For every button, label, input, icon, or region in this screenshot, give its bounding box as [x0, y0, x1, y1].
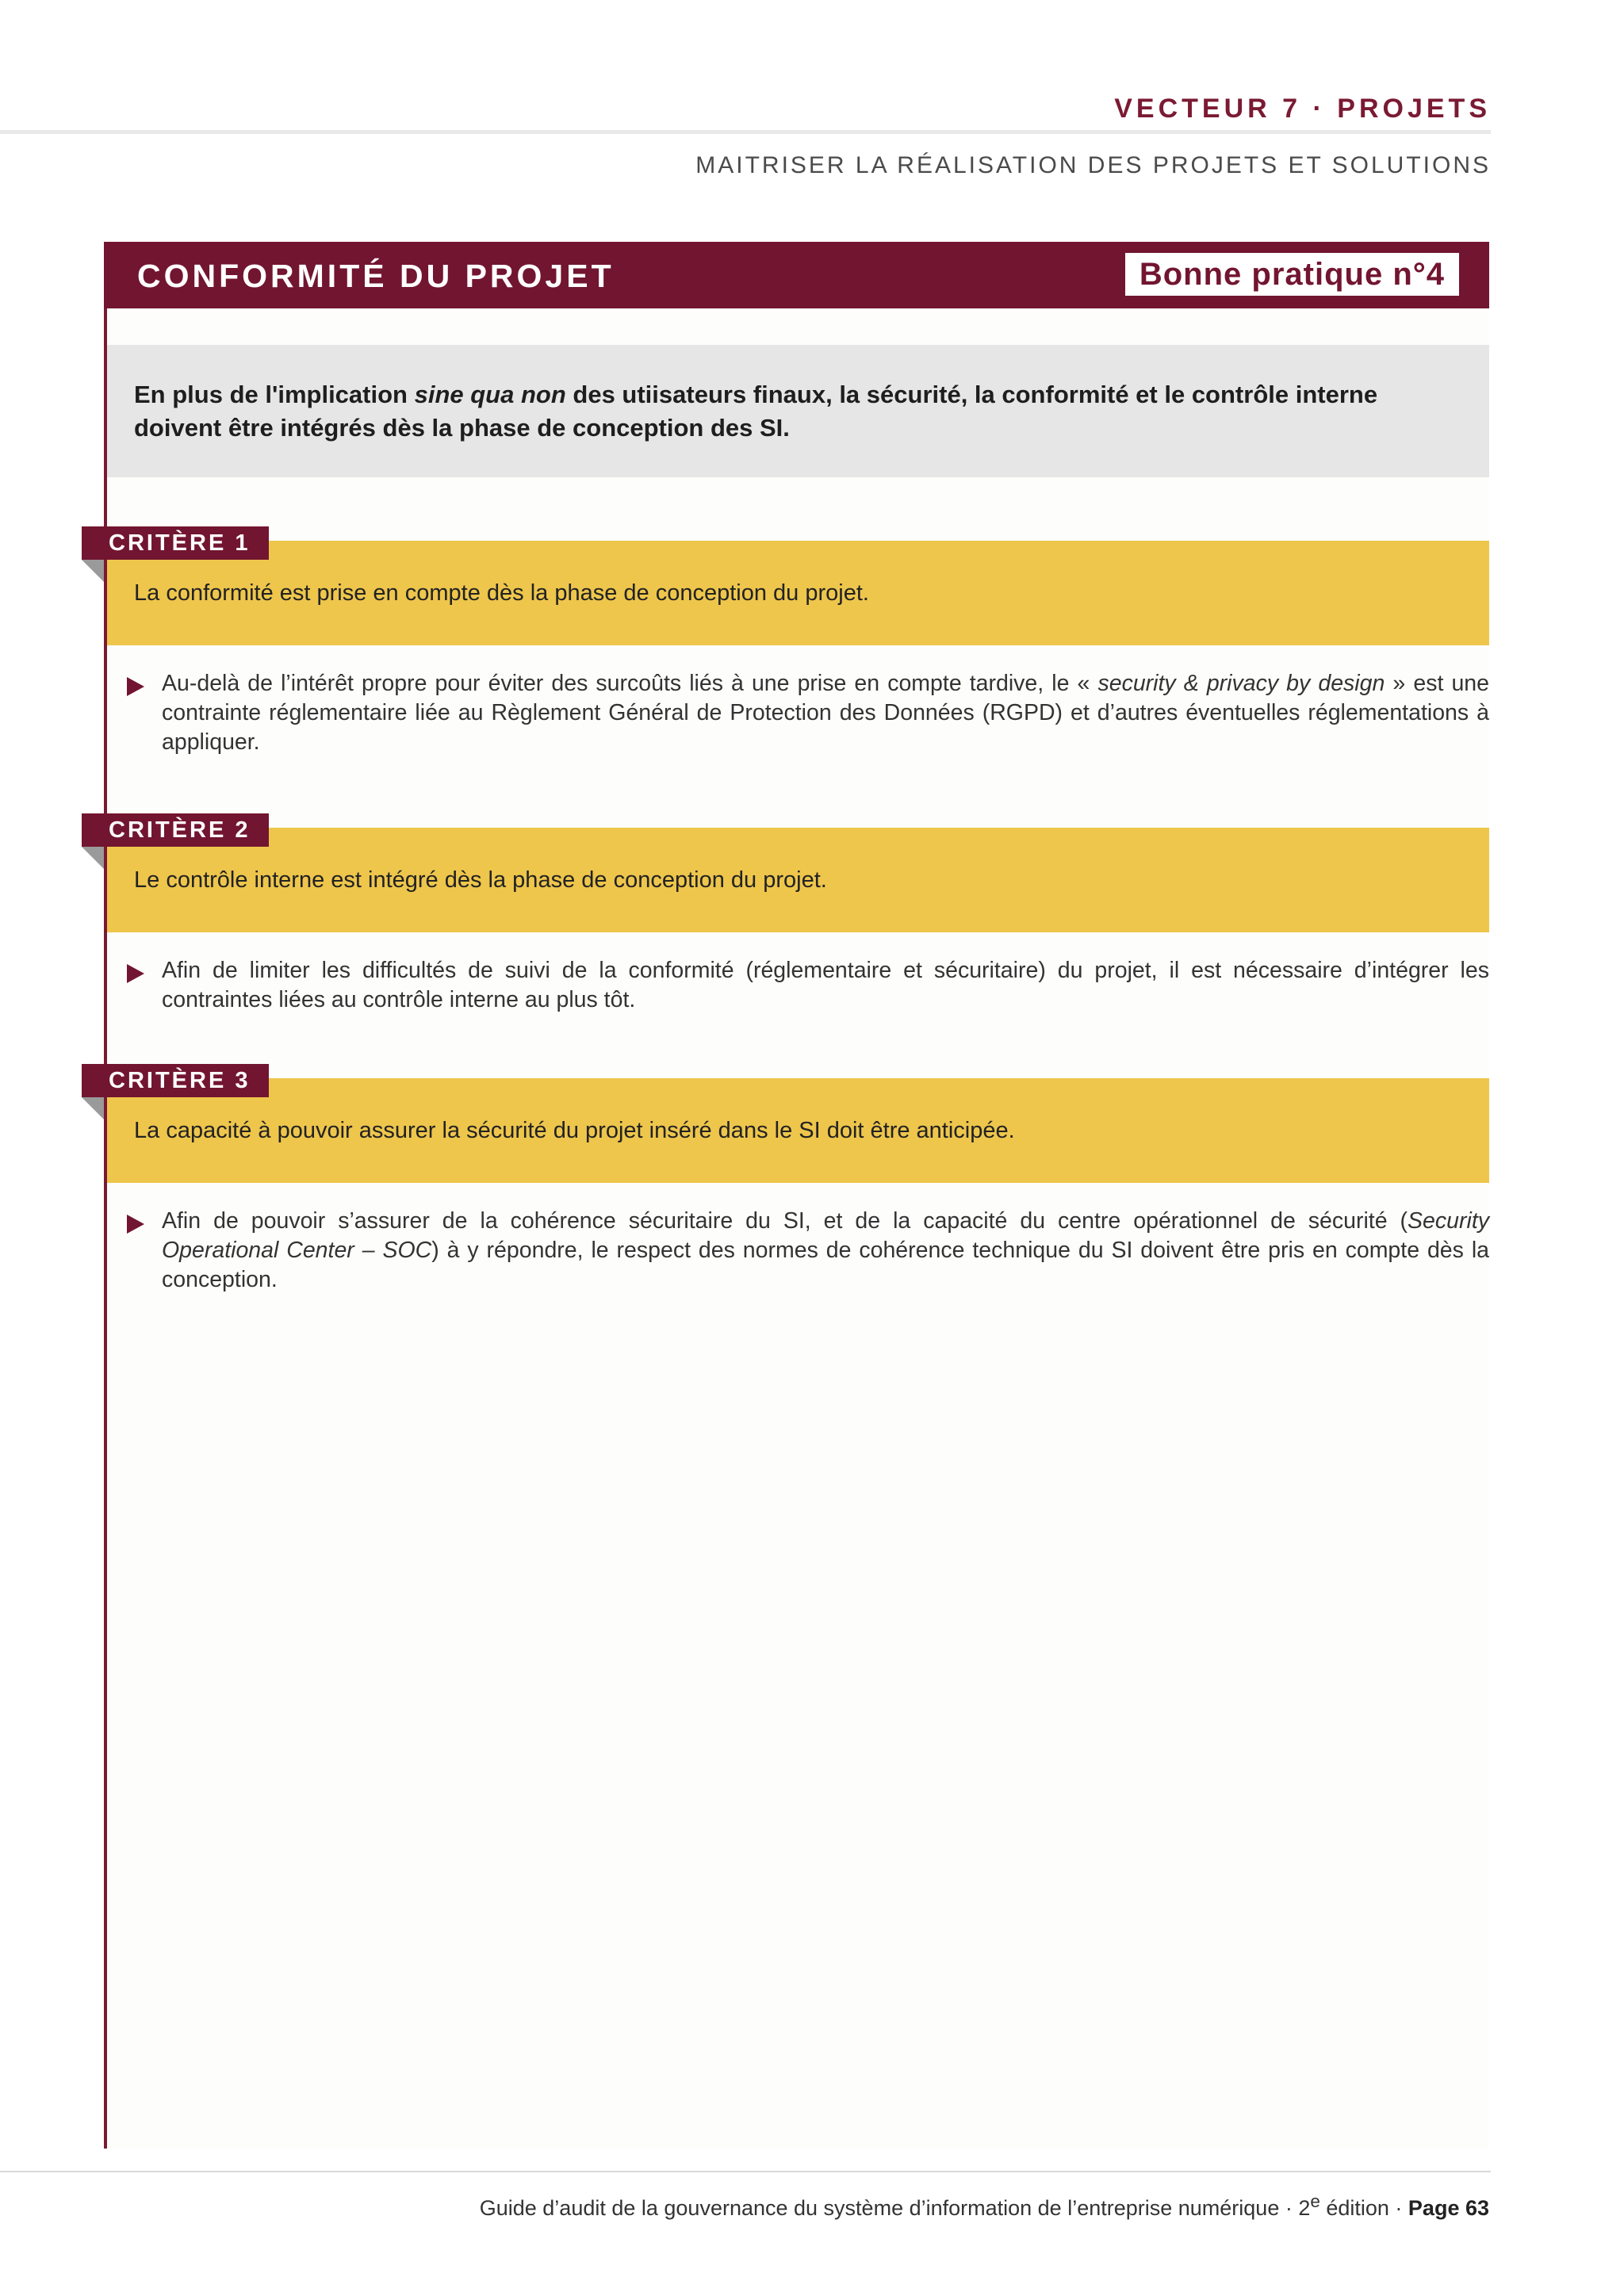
criterion-2-tag: CRITÈRE 2: [82, 813, 269, 847]
criterion-2-box: [107, 828, 1489, 932]
criterion-1-fold: [82, 560, 104, 582]
bullet-arrow-icon: [127, 1215, 144, 1234]
intro-text: En plus de l'implication sine qua non des utiisateurs finaux, la sécurité, la conformité et le contrôle interne doivent être intégrés dès la phase de conception des SI.: [134, 381, 1378, 442]
criterion-3-detail: [127, 1207, 1489, 1295]
criterion-3-detail-text: Afin de pouvoir s’assurer de la cohérence sécuritaire du SI, et de la capacité du centre opérationnel de sécurité (Security Operational Center – SOC) à y répondre, le respect des normes de cohérence technique du SI doivent être pris en compte dès la conception.: [162, 1208, 1490, 1292]
footer-guide-title: Guide d’audit de la gouvernance du système d’information de l’entreprise numérique · 2: [479, 2196, 1311, 2220]
bullet-arrow-icon: [127, 677, 144, 696]
best-practice-badge: Bonne pratique n°4: [1125, 253, 1459, 296]
section-title-band: [104, 242, 1489, 308]
header-divider: [0, 130, 1491, 134]
page-number: Page 63: [1408, 2196, 1489, 2220]
criterion-2-detail: [127, 956, 1489, 1015]
criterion-2-detail-text: Afin de limiter les difficultés de suivi de la conformité (réglementaire et sécuritaire) du projet, il est nécessaire d’intégrer les contraintes liées au contrôle interne au plus tôt.: [162, 958, 1489, 1012]
header-vector-title: VECTEUR 7 · PROJETS: [1114, 94, 1491, 124]
footer: Guide d’audit de la gouvernance du système d’information de l’entreprise numérique · $2^e$ édition · Page 63: [479, 2191, 1489, 2220]
criterion-1-statement: La conformité est prise en compte dès la phase de conception du projet.: [134, 580, 869, 606]
footer-divider: [0, 2171, 1491, 2172]
criterion-1-box: [107, 541, 1489, 645]
intro-emphasis: sine qua non: [414, 381, 566, 408]
bullet-arrow-icon: [127, 964, 144, 983]
criterion-1-detail-text: Au-delà de l’intérêt propre pour éviter des surcoûts liés à une prise en compte tardive, le « security & privacy by design » est une contrainte réglementaire liée au Règlement Général de Protection des Données (RGPD) et d’autres éventuelles réglementations à appliquer.: [162, 671, 1489, 755]
criterion-1-tag: CRITÈRE 1: [82, 526, 269, 560]
criterion-3-box: [107, 1078, 1489, 1183]
intro-box: [107, 345, 1489, 477]
criterion-2-statement: Le contrôle interne est intégré dès la phase de conception du projet.: [134, 867, 827, 893]
criterion-2-fold: [82, 847, 104, 869]
section-title: CONFORMITÉ DU PROJET: [137, 258, 615, 294]
criterion-3-fold: [82, 1097, 104, 1119]
criterion-1-detail: [127, 669, 1489, 757]
header-subtitle: MAITRISER LA RÉALISATION DES PROJETS ET SOLUTIONS: [695, 152, 1491, 178]
content-panel: [107, 242, 1489, 2149]
criterion-3-tag: CRITÈRE 3: [82, 1064, 269, 1097]
criterion-3-statement: La capacité à pouvoir assurer la sécurité du projet inséré dans le SI doit être anticipée.: [134, 1118, 1015, 1143]
